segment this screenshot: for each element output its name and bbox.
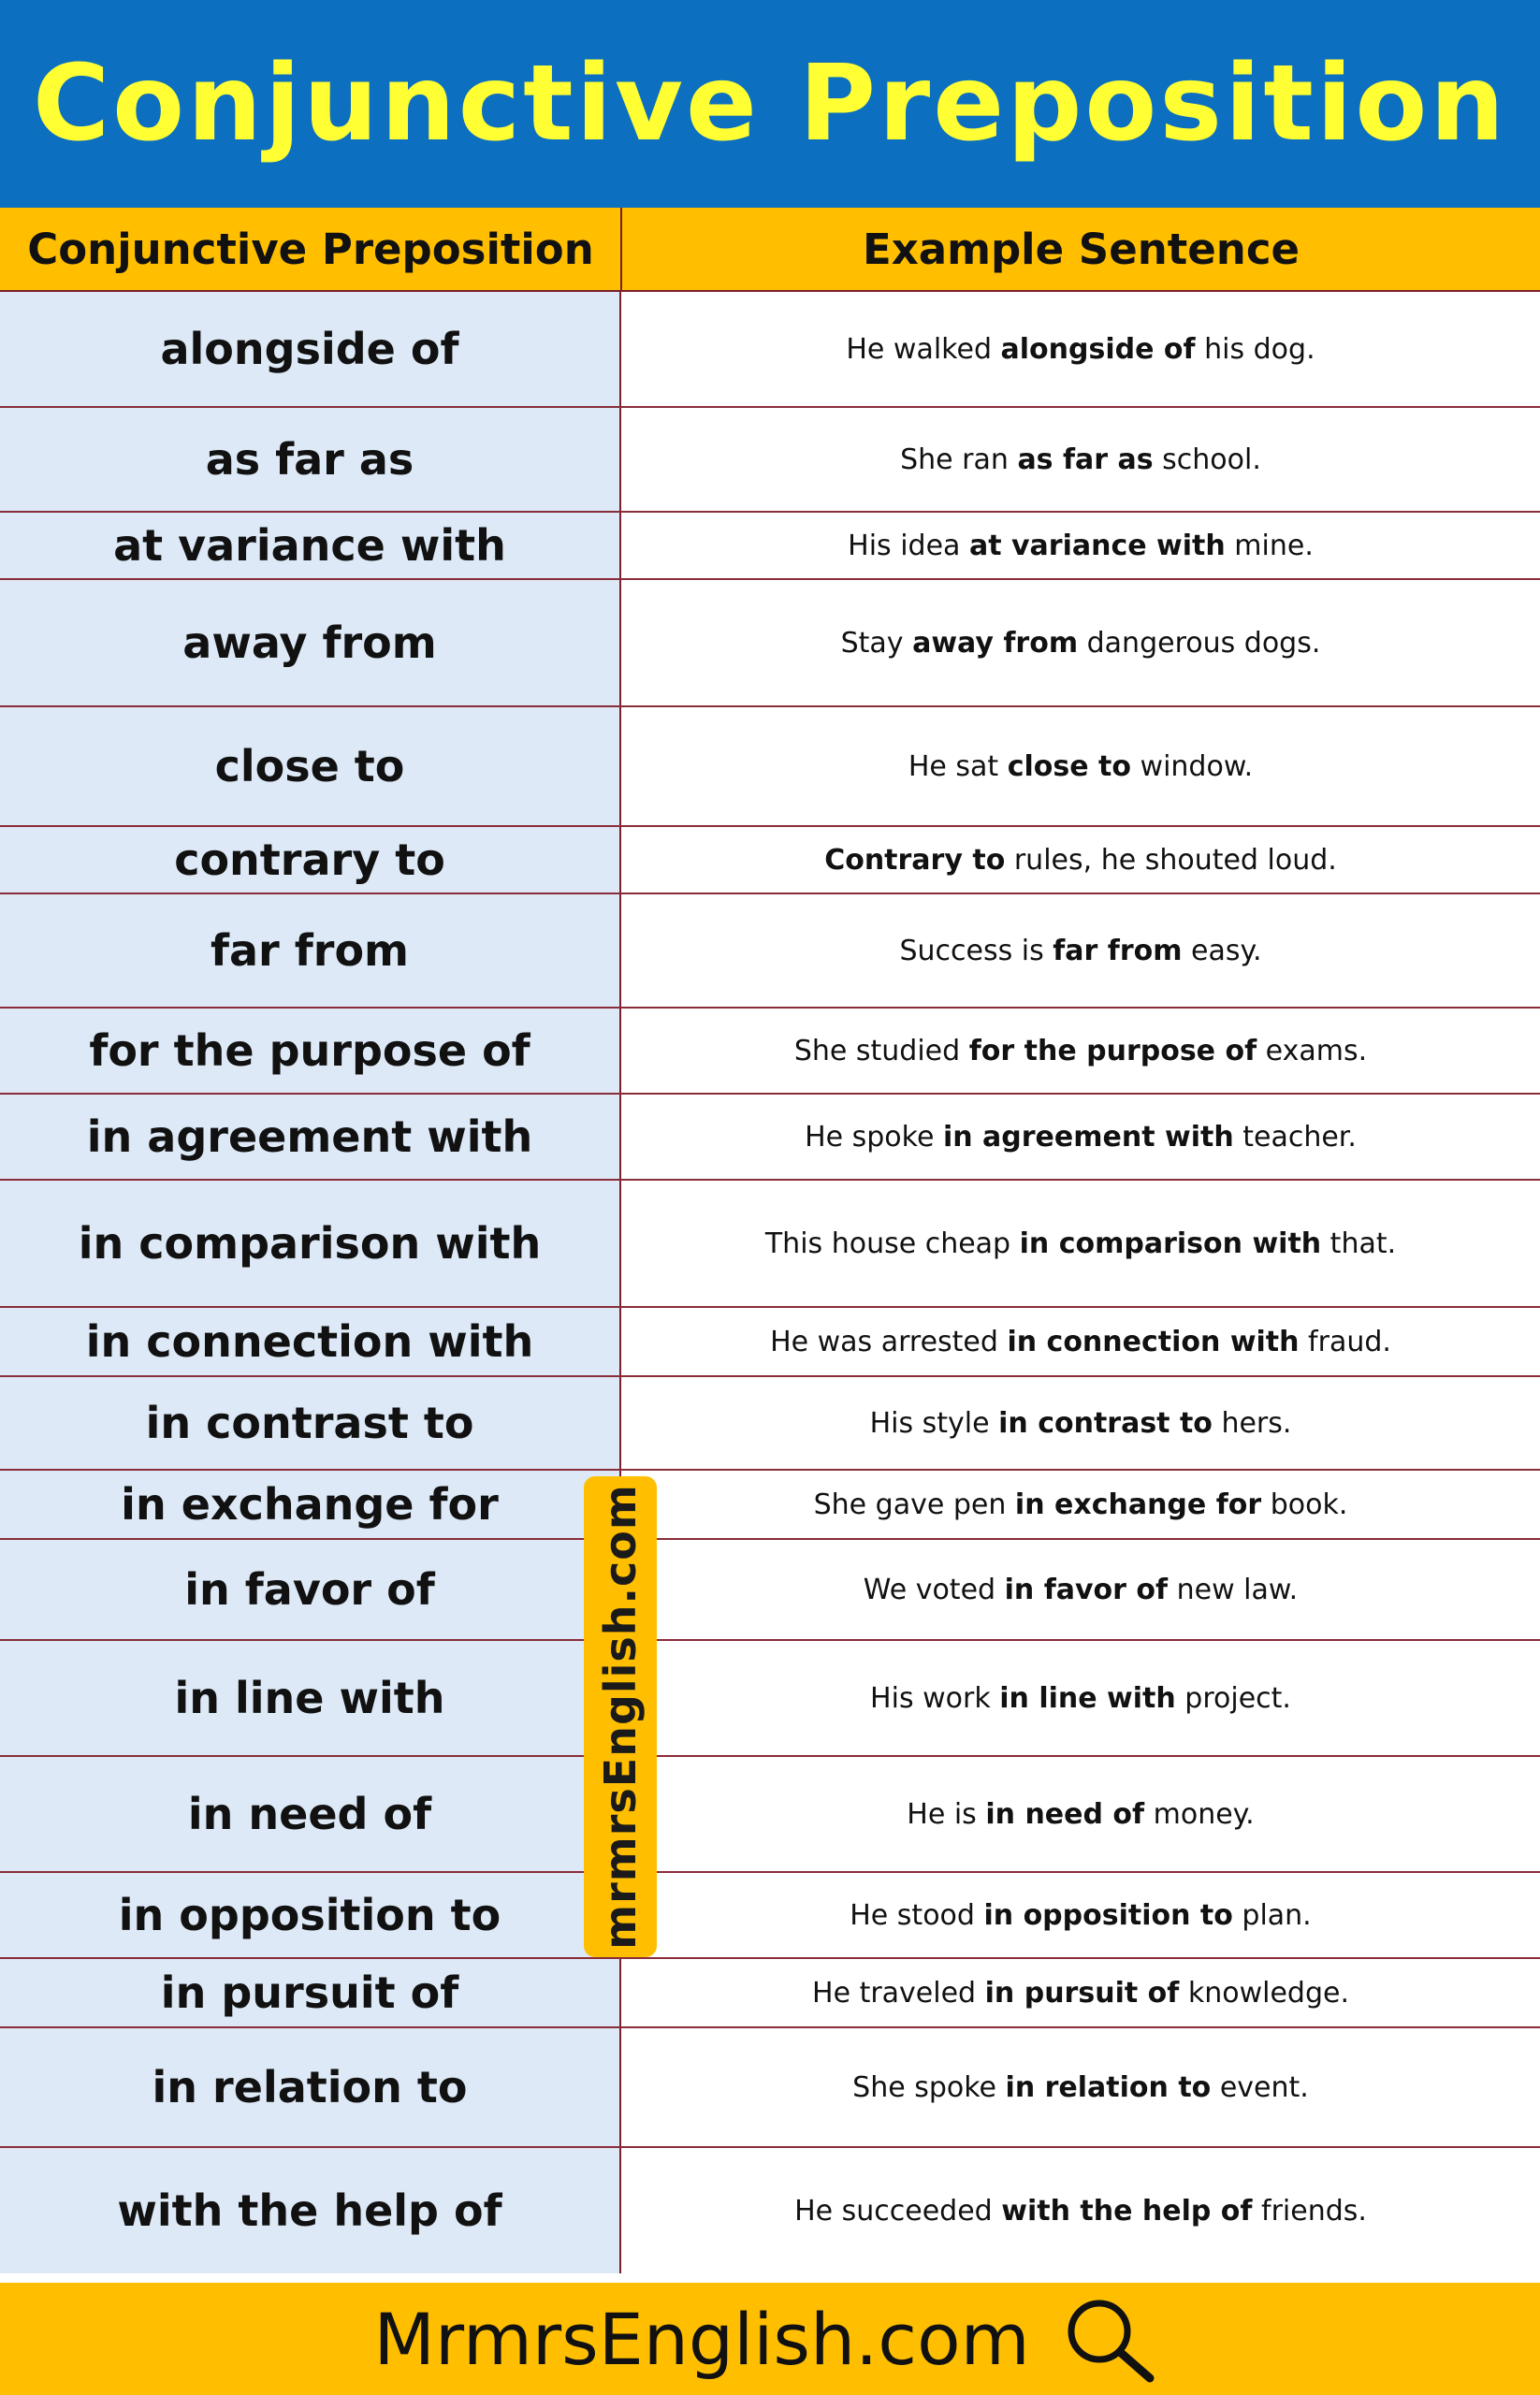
example-text-before: She gave pen bbox=[813, 1488, 1015, 1521]
example-highlight: in relation to bbox=[1005, 2070, 1212, 2104]
example-highlight: far from bbox=[1053, 934, 1183, 967]
table-row bbox=[0, 1873, 1540, 1959]
example-highlight: in favor of bbox=[1004, 1573, 1169, 1606]
preposition-cell: alongside of bbox=[0, 292, 621, 406]
table-row bbox=[0, 1308, 1540, 1377]
title-banner bbox=[0, 0, 1540, 208]
example-highlight: in need of bbox=[985, 1797, 1145, 1831]
example-cell bbox=[621, 292, 1540, 406]
table-row bbox=[0, 2148, 1540, 2273]
example-cell bbox=[621, 2028, 1540, 2146]
example-text-after: window. bbox=[1131, 749, 1254, 783]
example-text-before: He sat bbox=[908, 749, 1008, 783]
example-highlight: away from bbox=[912, 626, 1079, 660]
table-row bbox=[0, 707, 1540, 827]
preposition-cell: with the help of bbox=[0, 2148, 621, 2273]
preposition-cell: away from bbox=[0, 580, 621, 705]
example-text-before: He spoke bbox=[805, 1120, 943, 1154]
example-text-after: school. bbox=[1153, 443, 1261, 476]
example-text-after: easy. bbox=[1182, 934, 1262, 967]
example-text-after: money. bbox=[1144, 1797, 1255, 1831]
preposition-cell: in comparison with bbox=[0, 1181, 621, 1306]
example-highlight: in comparison with bbox=[1019, 1227, 1322, 1260]
table-row bbox=[0, 1181, 1540, 1308]
example-text-before: We voted bbox=[863, 1573, 1005, 1606]
example-text-after: hers. bbox=[1212, 1406, 1292, 1440]
example-highlight: in opposition to bbox=[983, 1898, 1233, 1932]
example-highlight: with the help of bbox=[1001, 2194, 1253, 2228]
preposition-cell: in favor of bbox=[0, 1540, 621, 1639]
watermark-badge bbox=[584, 1476, 657, 1957]
example-highlight: in exchange for bbox=[1014, 1488, 1262, 1521]
example-cell bbox=[621, 827, 1540, 893]
example-cell bbox=[621, 1181, 1540, 1306]
watermark-text: mrmrsEnglish.com bbox=[595, 1484, 646, 1950]
example-cell bbox=[621, 1540, 1540, 1639]
example-text-before: He is bbox=[907, 1797, 986, 1831]
example-cell bbox=[621, 1095, 1540, 1179]
table-row bbox=[0, 1959, 1540, 2028]
preposition-cell: close to bbox=[0, 707, 621, 825]
example-text-before: This house cheap bbox=[764, 1227, 1020, 1260]
example-text-after: friends. bbox=[1252, 2194, 1367, 2228]
example-text-after: his dog. bbox=[1195, 332, 1315, 366]
table-row bbox=[0, 827, 1540, 894]
example-highlight: close to bbox=[1007, 749, 1131, 783]
table-row bbox=[0, 1540, 1540, 1641]
preposition-cell: in agreement with bbox=[0, 1095, 621, 1179]
table-row bbox=[0, 513, 1540, 580]
example-highlight: in connection with bbox=[1007, 1325, 1300, 1358]
example-cell bbox=[621, 2148, 1540, 2273]
preposition-cell: in pursuit of bbox=[0, 1959, 621, 2026]
example-text-after: mine. bbox=[1225, 529, 1314, 562]
example-text-before: She studied bbox=[793, 1034, 969, 1067]
example-text-before: She spoke bbox=[852, 2070, 1006, 2104]
preposition-cell: contrary to bbox=[0, 827, 621, 893]
example-text-after: rules, he shouted loud. bbox=[1005, 843, 1337, 877]
example-text-before: Stay bbox=[840, 626, 913, 660]
preposition-cell: in contrast to bbox=[0, 1377, 621, 1469]
table-row bbox=[0, 1095, 1540, 1181]
example-text-after: event. bbox=[1211, 2070, 1309, 2104]
table-row bbox=[0, 1009, 1540, 1095]
preposition-cell: at variance with bbox=[0, 513, 621, 578]
example-cell bbox=[621, 1377, 1540, 1469]
table-header bbox=[0, 208, 1540, 292]
example-highlight: alongside of bbox=[1000, 332, 1196, 366]
example-highlight: as far as bbox=[1017, 443, 1154, 476]
preposition-cell: as far as bbox=[0, 408, 621, 511]
table-row bbox=[0, 408, 1540, 513]
table-row bbox=[0, 2028, 1540, 2148]
example-text-before: He succeeded bbox=[794, 2194, 1002, 2228]
footer-site-name: MrmrsEnglish.com bbox=[373, 2297, 1030, 2381]
table-row bbox=[0, 1641, 1540, 1757]
preposition-cell: in exchange for bbox=[0, 1471, 621, 1538]
example-text-after: fraud. bbox=[1299, 1325, 1391, 1358]
example-cell bbox=[621, 580, 1540, 705]
example-cell bbox=[621, 1308, 1540, 1375]
search-icon bbox=[1062, 2294, 1167, 2384]
example-cell bbox=[621, 1641, 1540, 1755]
example-highlight: in agreement with bbox=[942, 1120, 1234, 1154]
preposition-cell: for the purpose of bbox=[0, 1009, 621, 1093]
example-text-before: His style bbox=[869, 1406, 999, 1440]
table-row bbox=[0, 1471, 1540, 1540]
table-row bbox=[0, 1757, 1540, 1873]
preposition-cell: in need of bbox=[0, 1757, 621, 1871]
example-text-after: knowledge. bbox=[1179, 1976, 1349, 2010]
example-text-before: His work bbox=[870, 1681, 1000, 1715]
table-body bbox=[0, 292, 1540, 2283]
column-header-preposition: Conjunctive Preposition bbox=[27, 224, 594, 274]
table-row bbox=[0, 580, 1540, 707]
example-highlight: in pursuit of bbox=[984, 1976, 1180, 2010]
example-text-before: He stood bbox=[850, 1898, 984, 1932]
example-cell bbox=[621, 1959, 1540, 2026]
example-highlight: in contrast to bbox=[998, 1406, 1213, 1440]
preposition-cell: in opposition to bbox=[0, 1873, 621, 1957]
example-cell bbox=[621, 1757, 1540, 1871]
example-text-before: His idea bbox=[848, 529, 969, 562]
example-text-after: project. bbox=[1175, 1681, 1291, 1715]
example-text-before: Success is bbox=[899, 934, 1053, 967]
example-highlight: at variance with bbox=[968, 529, 1226, 562]
example-text-after: that. bbox=[1321, 1227, 1397, 1260]
preposition-cell: in line with bbox=[0, 1641, 621, 1755]
example-text-after: new law. bbox=[1168, 1573, 1299, 1606]
preposition-cell: in relation to bbox=[0, 2028, 621, 2146]
example-cell bbox=[621, 1873, 1540, 1957]
preposition-cell: far from bbox=[0, 894, 621, 1007]
preposition-cell: in connection with bbox=[0, 1308, 621, 1375]
example-text-after: exams. bbox=[1257, 1034, 1368, 1067]
preposition-table bbox=[0, 208, 1540, 2283]
example-highlight: in line with bbox=[999, 1681, 1176, 1715]
example-highlight: Contrary to bbox=[824, 843, 1006, 877]
page-title: Conjunctive Preposition bbox=[32, 43, 1508, 165]
example-text-after: book. bbox=[1261, 1488, 1348, 1521]
example-text-after: dangerous dogs. bbox=[1078, 626, 1321, 660]
example-cell bbox=[621, 408, 1540, 511]
example-cell bbox=[621, 1471, 1540, 1538]
example-text-before: He walked bbox=[846, 332, 1001, 366]
table-row bbox=[0, 894, 1540, 1009]
example-highlight: for the purpose of bbox=[968, 1034, 1257, 1067]
table-row bbox=[0, 292, 1540, 408]
footer-banner bbox=[0, 2283, 1540, 2395]
table-row bbox=[0, 1377, 1540, 1471]
example-cell bbox=[621, 894, 1540, 1007]
example-cell bbox=[621, 1009, 1540, 1093]
column-header-example: Example Sentence bbox=[862, 224, 1300, 274]
example-text-before: He traveled bbox=[812, 1976, 985, 2010]
example-text-before: She ran bbox=[900, 443, 1018, 476]
example-text-after: plan. bbox=[1232, 1898, 1312, 1932]
example-text-before: He was arrested bbox=[770, 1325, 1008, 1358]
example-text-after: teacher. bbox=[1233, 1120, 1357, 1154]
example-cell bbox=[621, 513, 1540, 578]
example-cell bbox=[621, 707, 1540, 825]
